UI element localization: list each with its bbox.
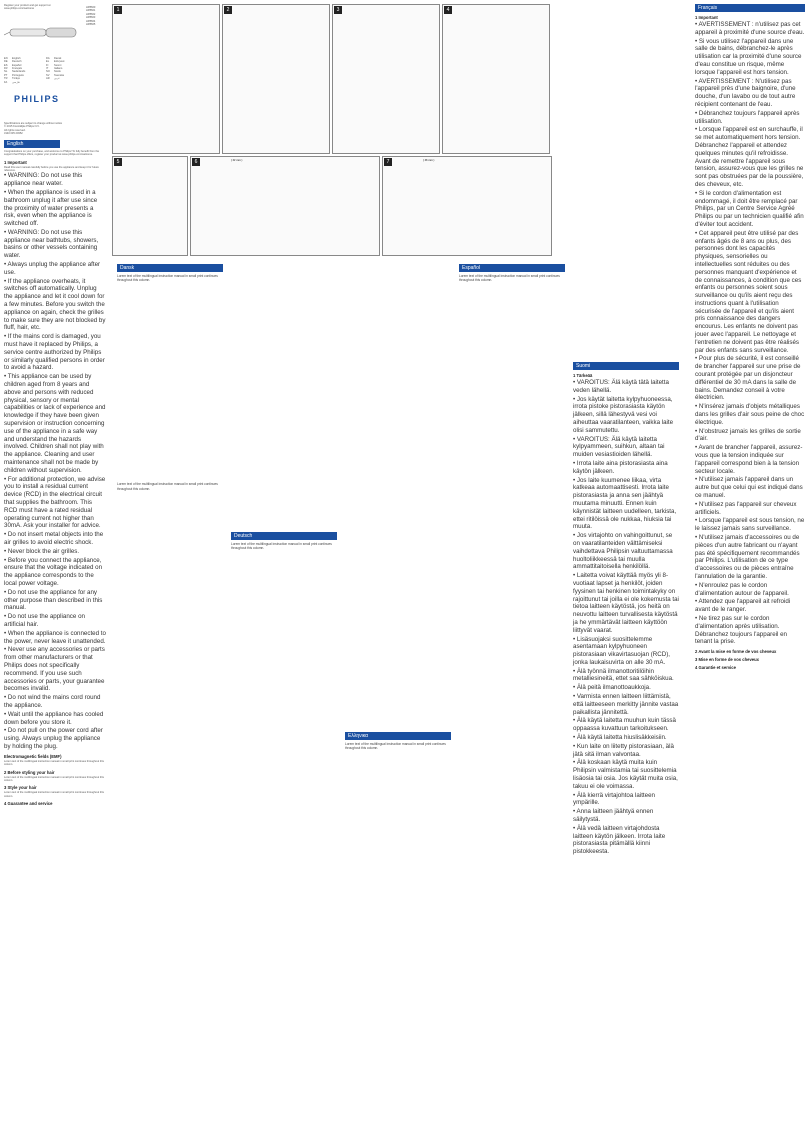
lang-header-da: Dansk [117,264,223,272]
el-filler: Lorem text of the multilingual instruction manual in small print continues throughout this column. [345,742,446,751]
lang-name: Deutsch [12,60,22,64]
warning-item: • Wait until the appliance has cooled down before you store it. [4,711,106,727]
lang-code: FR [4,67,8,71]
lang-code: EL [46,60,50,64]
rights: All rights reserved. [4,128,26,132]
lang-header-fi: Suomi [573,362,679,370]
lang-code: NO [46,70,50,74]
en-s1b: Read this user manual carefully before you use the appliance and keep it for future reference. [4,165,99,172]
lang-code: FI [46,63,49,67]
lang-name: Svenska [54,73,64,77]
model: HP8665 [86,23,96,27]
en-warnings [4,172,106,750]
warning-item: • Älä vedä laitteen virtajohdosta laitteen käytön jälkeen. Irrota laite pistorasiasta pitämällä kiinni pistokkeesta. [573,825,679,856]
column-dansk [114,262,226,1135]
fr-warnings [695,21,805,646]
lang-code: DE [4,60,8,64]
warning-item: • Jos virtajohto on vahingoittunut, se on vaaratilanteiden välttämiseksi vaihdettava Philipsin valtuuttamassa huoltoliikkeessä tai muulla ammattitaitoisella henkilöllä. [573,532,679,571]
panel-4 [442,4,550,154]
register-text: Register your product and get support at www.philips.com/welcome [4,4,51,11]
warning-item: • This appliance can be used by children aged from 8 years and above and persons with reduced physical, sensory or mental capabilities or lack of experience and knowledge if they have been given supervision or instruction concerning use of the appliance in a safe way and understand the hazards involved. Children shall not play with the appliance. Cleaning and user maintenance shall not be made by children without supervision. [4,373,106,474]
panel-number: 4 [444,6,452,14]
lang-code: TR [4,77,8,81]
warning-item: • Lorsque l'appareil est sous tension, ne le laissez jamais sans surveillance. [695,517,805,533]
lang-code: ES [4,63,8,67]
en-intro: Congratulations on your purchase, and welcome to Philips! To fully benefit from the support that Philips offers, register your product at www.philips.com/welcome. [4,149,100,157]
lang-header-el: Ελληνικα [345,732,451,740]
copyright: © 2015 Koninklijke Philips N.V. [4,125,40,129]
es-filler: Lorem text of the multilingual instruction manual in small print continues throughout this column. [459,274,560,283]
warning-item: • N'enroulez pas le cordon d'alimentation autour de l'appareil. [695,582,805,598]
column-espanol [456,262,568,1135]
lang-code: SV [46,73,50,77]
warning-item: • Anna laitteen jäähtyä ennen säilytystä. [573,808,679,824]
illustration-row-top [112,4,692,154]
warning-item: • Si vous utilisez l'appareil dans une salle de bains, débranchez-le après utilisation car la proximité d'une source d'eau constitue un risque, même lorsque l'appareil est hors tension. [695,38,805,77]
warning-item: • Lisäsuojaksi suosittelemme asentamaan kylpyhuoneen pistorasiaan vikavirtasuojan (RCD), jonka laukaisuvirta on alle 30 mA. [573,636,679,667]
warning-item: • Do not pull on the power cord after using. Always unplug the appliance by holding the plug. [4,727,106,750]
lang-code: FA [4,80,8,84]
warning-item: • If the appliance overheats, it switches off automatically. Unplug the appliance and let it cool down for a few minutes. Before you switch the appliance on again, check the grilles to make sure they are not blocked by fluff, hair, etc. [4,278,106,333]
lang-header-es: Español [459,264,565,272]
warning-item: • N'utilisez jamais l'appareil dans un autre but que celui qui est indiqué dans ce manuel. [695,476,805,499]
panel-number: 3 [334,6,342,14]
warning-item: • Do not use the appliance on artificial hair. [4,613,106,629]
warning-item: • When the appliance is connected to the power, never leave it unattended. [4,630,106,646]
lang-header-de: Deutsch [231,532,337,540]
lang-name: عربي [54,77,60,81]
panel-6-size: ( 22 mm ) [231,159,243,162]
lang-name: Español [12,63,22,67]
lang-name: Français [12,67,22,71]
warning-item: • WARNING: Do not use this appliance near water. [4,172,106,188]
warning-item: • N'utilisez jamais d'accessoires ou de pièces d'un autre fabricant ou n'ayant pas été spécifiquement recommandés par Philips. L'utilisation de ce type d'accessoires ou de pièces entraîne l'annulation de la garantie. [695,534,805,581]
warning-item: • VAROITUS: Älä käytä tätä laitetta veden lähellä. [573,379,679,395]
warning-item: • Always unplug the appliance after use. [4,261,106,277]
column-cover-english [0,0,110,1135]
panel-number: 5 [114,158,122,166]
panel-3 [332,4,440,154]
panel-1 [112,4,220,154]
warning-item: • Si le cordon d'alimentation est endommagé, il doit être remplacé par Philips, par un Centre Service Agréé Philips ou par un technicien qualifié afin d'éviter tout accident. [695,190,805,229]
panel-7 [382,156,552,256]
lang-code: AR [46,77,50,81]
language-list [4,57,106,84]
warning-item: • Lorsque l'appareil est en surchauffe, il se met automatiquement hors tension. Débranchez l'appareil et attendez quelques minutes qu'il refroidisse. Avant de remettre l'appareil sous tension, assurez-vous que les grilles ne sont pas obstruées par de la poussière, des cheveux, etc. [695,126,805,188]
en-s3: 3 Style your hair [4,785,37,791]
warning-item: • N'insérez jamais d'objets métalliques dans les grilles d'air sous peine de choc électrique. [695,403,805,426]
panel-number: 6 [192,158,200,166]
en-s1: 1 Important [4,159,27,165]
warning-item: • Laitetta voivat käyttää myös yli 8-vuotiaat lapset ja henkilöt, joiden fyysinen tai henkinen toimintakyky on rajoittunut tai joilla ei ole kokemusta tai tietoa laitteen käytöstä, jos heitä on neuvottu laitteen turvallisesta käytöstä ja he ymmärtävät laitteen käyttöön liittyvät vaarat. [573,572,679,634]
spec-note: Specifications are subject to change without notice [4,122,63,126]
lang-header-en: English [4,140,60,148]
lang-name: Türkçe [12,77,20,81]
warning-item: • Älä käytä laitetta hiuslisäkkeisiin. [573,734,679,742]
fr-s4: 4 Garantie et service [695,665,736,671]
lang-name: English [12,56,21,60]
lang-code: DA [46,56,50,60]
en-emf: Electromagnetic fields (EMF) [4,753,62,759]
doc-code: 3140 035 20352 [4,132,23,136]
lang-name: Dansk [54,56,62,60]
panel-number: 1 [114,6,122,14]
lang-name: Nederlands [12,70,26,74]
warning-item: • Älä peitä ilmanottoaukkoja. [573,684,679,692]
fr-s3: 3 Mise en forme de vos cheveux [695,657,760,663]
warning-item: • Avant de brancher l'appareil, assurez-vous que la tension indiquée sur l'appareil correspond bien à la tension secteur locale. [695,444,805,475]
warning-item: • Ne tirez pas sur le cordon d'alimentation après utilisation. Débranchez toujours l'appareil en tenant la prise. [695,615,805,646]
lang-code: IT [46,67,49,71]
panel-number: 7 [384,158,392,166]
lang-name: Ελληνικα [54,60,65,64]
warning-item: • AVERTISSEMENT : N'utilisez pas l'appareil près d'une baignoire, d'une douche, d'un lavabo ou de tout autre récipient contenant de l'eau. [695,78,805,109]
en-filler: Lorem text of the multilingual instruction manual in small print continues throughout this column. [4,759,104,767]
warning-item: • Pour plus de sécurité, il est conseillé de brancher l'appareil sur une prise de courant protégée par un disjoncteur différentiel de 30 mA dans la salle de bains. Demandez conseil à votre électricien. [695,355,805,402]
fi-warnings [573,379,679,856]
en-s2: 2 Before styling your hair [4,769,55,775]
warning-item: • For additional protection, we advise you to install a residual current device (RCD) in the electrical circuit that supplies the bathroom. This RCD must have a rated residual operating current not higher than 30mA. Ask your installer for advice. [4,476,106,531]
model: HP8663 [86,16,96,20]
warning-item: • Do not use the appliance for any other purpose than described in this manual. [4,589,106,612]
model: HP8661 [86,9,96,13]
warning-item: • Do not wind the mains cord round the appliance. [4,694,106,710]
de-filler: Lorem text of the multilingual instruction manual in small print continues throughout this column. [231,542,332,551]
warning-item: • Irrota laite aina pistorasiasta aina käytön jälkeen. [573,460,679,476]
warning-item: • Cet appareil peut être utilisé par des enfants âgés de 8 ans ou plus, des personnes dont les capacités physiques, sensorielles ou intellectuelles sont réduites ou des personnes manquant d'expérience et de connaissances, à condition que ces enfants ou personnes soient sous surveillance ou qu'ils aient reçu des instructions quant à l'utilisation sécurisée de l'appareil et qu'ils aient pris connaissance des dangers encourus. Les enfants ne doivent pas jouer avec l'appareil. Le nettoyage et l'entretien ne doivent pas être réalisés par des enfants sans surveillance. [695,230,805,355]
warning-item: • Débranchez toujours l'appareil après utilisation. [695,110,805,126]
panel-number: 2 [224,6,232,14]
model: HP8662 [86,12,96,16]
warning-item: • Jos laite kuumenee liikaa, virta katkeaa automaattisesti. Irrota laite pistorasiasta ja anna sen jäähtyä muutama minuutti. Ennen kuin käynnistät laitteen uudelleen, tarkista, ettei ritilöissä ole nukkaa, hiuksia tai muuta. [573,477,679,532]
panel-7-size: ( 38 mm ) [423,159,435,162]
panel-6 [190,156,380,256]
warning-item: • When the appliance is used in a bathroom unplug it after use since the proximity of water presents a risk, even when the appliance is switched off. [4,189,106,228]
da-filler: Lorem text of the multilingual instruction manual in small print continues throughout this column. [117,274,218,283]
warning-item: • Never block the air grilles. [4,548,106,556]
warning-item: • Kun laite on liitetty pistorasiaan, älä jätä sitä ilman valvontaa. [573,743,679,759]
fi-title: 1 Tärkeää [573,373,593,378]
model: HP8660 [86,6,96,9]
warning-item: • WARNING: Do not use this appliance near bathtubs, showers, basins or other vessels containing water. [4,229,106,260]
column-francais [692,0,808,1135]
fr-s2: 2 Avant la mise en forme de vos cheveux [695,649,777,655]
en-filler: Lorem text of the multilingual instruction manual in small print continues throughout this column. [4,791,104,798]
warning-item: • Älä kierrä virtajohtoa laitteen ympärille. [573,792,679,808]
illustration-row-bottom [112,156,692,256]
warning-item: • Attendez que l'appareil ait refroidi avant de le ranger. [695,598,805,614]
warning-item: • AVERTISSEMENT : n'utilisez pas cet appareil à proximité d'une source d'eau. [695,21,805,37]
model-list [86,6,95,26]
column-greek [342,262,454,1135]
da-filler: Lorem text of the multilingual instruction manual in small print continues throughout this column. [117,482,218,491]
warning-item: • Älä koskaan käytä muita kuin Philipsin valmistamia tai suosittelemia lisäosia tai osia. Jos käytät muita osia, takuu ei ole voimassa. [573,759,679,790]
warning-item: • N'utilisez pas l'appareil sur cheveux artificiels. [695,501,805,517]
lang-name: Italiano [54,67,63,71]
warning-item: • Never use any accessories or parts from other manufacturers or that Philips does not specifically recommend. If you use such accessories or parts, your guarantee becomes invalid. [4,646,106,693]
lang-name: Português [12,73,24,77]
lang-name: Norsk [54,70,61,74]
en-filler: Lorem text of the multilingual instruction manual in small print continues throughout this column. [4,775,104,782]
brand-logo: PHILIPS [14,94,60,105]
warning-item: • Varmista ennen laitteen liittämistä, että laitteeseen merkitty jännite vastaa paikallista jännitettä. [573,693,679,716]
warning-item: • N'obstruez jamais les grilles de sortie d'air. [695,428,805,444]
lang-header-fr: Français [695,4,805,12]
warning-item: • Before you connect the appliance, ensure that the voltage indicated on the appliance corresponds to the local power voltage. [4,557,106,588]
lang-name: فارسی [12,80,20,84]
warning-item: • Do not insert metal objects into the air grilles to avoid electric shock. [4,531,106,547]
warning-item: • Älä työnnä ilmanottoritilöihin metalliesineitä, ettet saa sähköiskua. [573,668,679,684]
column-deutsch [228,262,340,1135]
lang-code: EN [4,56,8,60]
warning-item: • VAROITUS: Älä käytä laitetta kylpyammeen, suihkun, altaan tai muiden vesiastioiden lähellä. [573,436,679,459]
warning-item: • If the mains cord is damaged, you must have it replaced by Philips, a service centre authorized by Philips or similarly qualified persons in order to avoid a hazard. [4,333,106,372]
lang-code: PT [4,73,8,77]
fr-title: 1 Important [695,15,718,20]
lang-name: Suomi [54,63,62,67]
panel-2 [222,4,330,154]
column-suomi [570,262,682,1135]
panel-5 [112,156,188,256]
model: HP8664 [86,19,96,23]
warning-item: • Älä käytä laitetta muuhun kuin tässä oppaassa kuvattuun tarkoitukseen. [573,717,679,733]
warning-item: • Jos käytät laitetta kylpyhuoneessa, irrota pistoke pistorasiasta käytön jälkeen, sillä lähestyvä vesi voi aiheuttaa vaaratilanteen, vaikka laite olisi sammutettu. [573,396,679,435]
en-s4: 4 Guarantee and service [4,801,53,807]
lang-code: NL [4,70,8,74]
